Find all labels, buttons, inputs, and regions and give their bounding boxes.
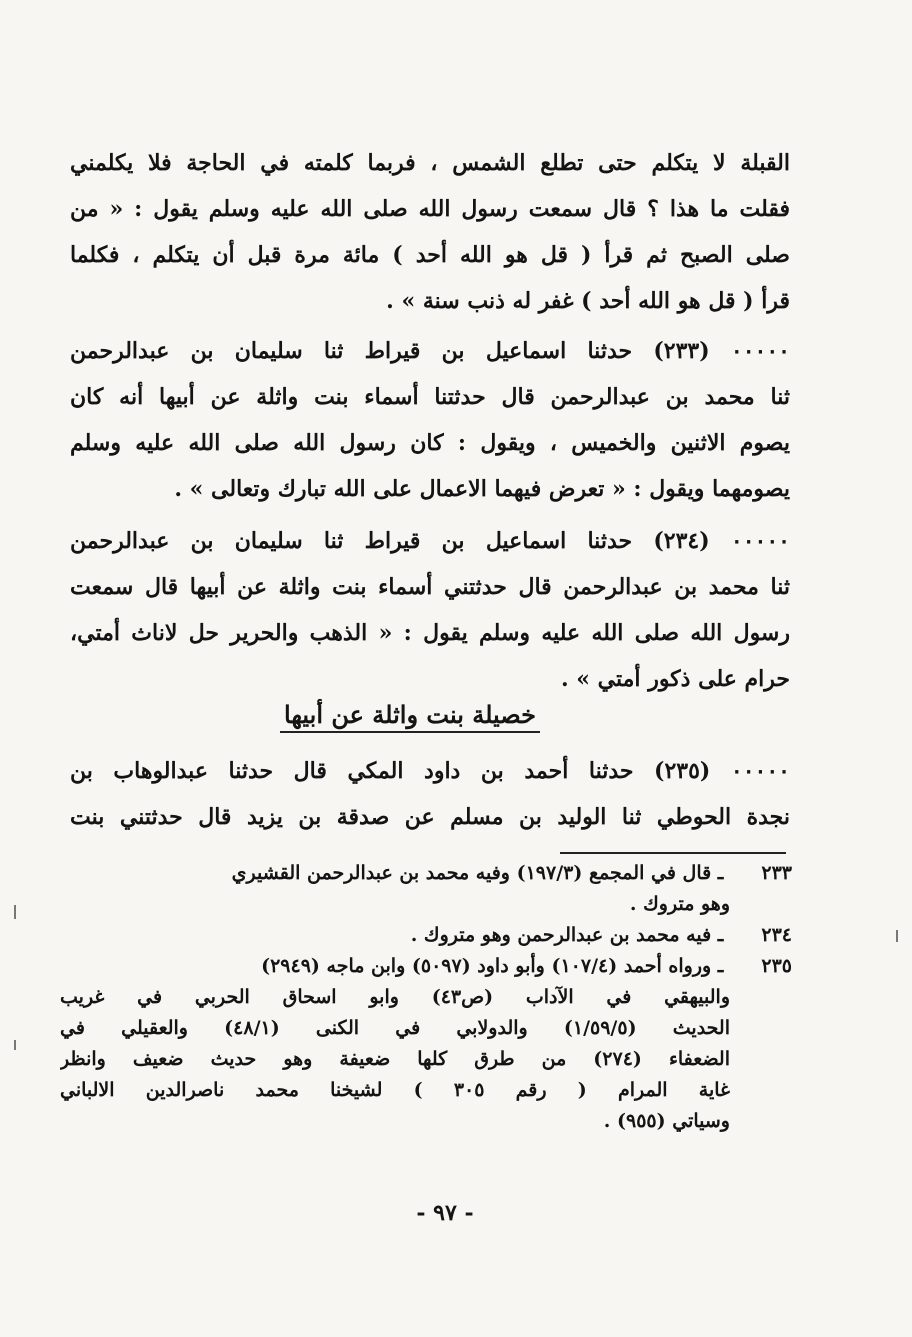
footnote-text: قال في المجمع (١٩٧/٣) وفيه محمد بن عبدالرحمن القشيري: [231, 862, 712, 884]
text-line: ٠٠٠٠٠ (٢٣٤) حدثنا اسماعيل بن قيراط ثنا سليمان بن عبدالرحمن: [70, 528, 790, 554]
text-line: نجدة الحوطي ثنا الوليد بن مسلم عن صدقة بن يزيد قال حدثتني بنت: [70, 804, 790, 830]
section-heading: [200, 700, 620, 729]
page-number: - ٩٧ -: [416, 1200, 474, 1226]
footnote-text: وسياتي (٩٥٥) .: [603, 1110, 730, 1132]
footnote-235: ٢٣٥ ـ ورواه أحمد (١٠٧/٤) وأبو داود (٥٠٩٧) وابن ماجه (٢٩٤٩): [60, 951, 792, 982]
footnote-number: ٢٣٥: [761, 955, 792, 977]
footnotes: [60, 858, 792, 1137]
scan-mark: [896, 930, 898, 942]
footnote-text: غاية المرام ( رقم ٣٠٥ ) لشيخنا محمد ناصرالدين الالباني: [60, 1079, 730, 1101]
footnote-text: الحديث (١/٥٩/٥) والدولابي في الكنى (٤٨/١) والعقيلي في: [60, 1017, 731, 1039]
text-line: صلى الصبح ثم قرأ ( قل هو الله أحد ) مائة مرة قبل أن يتكلم ، فكلما: [70, 242, 790, 268]
footnote-text: ورواه أحمد (١٠٧/٤) وأبو داود (٥٠٩٧) وابن ماجه (٢٩٤٩): [261, 955, 712, 977]
footnote-divider: [560, 852, 786, 854]
footnote-text: فيه محمد بن عبدالرحمن وهو متروك .: [410, 924, 712, 946]
footnote-233: ٢٣٣ ـ قال في المجمع (١٩٧/٣) وفيه محمد بن عبدالرحمن القشيري: [60, 858, 792, 889]
text-line: رسول الله صلى الله عليه وسلم يقول : « الذهب والحرير حل لاناث أمتي،: [70, 620, 790, 646]
footnote-234: ٢٣٤ ـ فيه محمد بن عبدالرحمن وهو متروك .: [60, 920, 792, 951]
text-line: قرأ ( قل هو الله أحد ) غفر له ذنب سنة » .: [386, 288, 790, 314]
footnote-text: الضعفاء (٢٧٤) من طرق كلها ضعيفة وهو حديث ضعيف وانظر: [60, 1048, 730, 1070]
scan-mark: [14, 1040, 16, 1050]
footnote-number: ٢٣٤: [761, 924, 792, 946]
footnote-text: والبيهقي في الآداب (ص٤٣) وابو اسحاق الحربي في غريب: [60, 986, 730, 1008]
scan-mark: [14, 905, 16, 919]
section-heading-text: خصيلة بنت واثلة عن أبيها: [280, 700, 540, 733]
text-line: يصوم الاثنين والخميس ، ويقول : كان رسول الله صلى الله عليه وسلم: [70, 430, 790, 456]
text-line: ثنا محمد بن عبدالرحمن قال حدثتنا أسماء بنت واثلة عن أبيها أنه كان: [70, 384, 790, 410]
text-line: ٠٠٠٠٠ (٢٣٣) حدثنا اسماعيل بن قيراط ثنا سليمان بن عبدالرحمن: [70, 338, 790, 364]
paragraph-continuation: [70, 140, 790, 324]
hadith-233: [70, 328, 790, 512]
hadith-234: [70, 518, 790, 702]
text-line: يصومهما ويقول : « تعرض فيهما الاعمال على الله تبارك وتعالى » .: [174, 476, 790, 502]
text-line: حرام على ذكور أمتي » .: [560, 666, 790, 692]
text-line: ٠٠٠٠٠ (٢٣٥) حدثنا أحمد بن داود المكي قال حدثنا عبدالوهاب بن: [70, 758, 790, 784]
text-line: ثنا محمد بن عبدالرحمن قال حدثتني أسماء بنت واثلة عن أبيها قال سمعت: [70, 574, 790, 600]
hadith-235: [70, 748, 790, 840]
footnote-number: ٢٣٣: [761, 862, 792, 884]
text-line: فقلت ما هذا ؟ قال سمعت رسول الله صلى الله عليه وسلم يقول : « من: [70, 196, 790, 222]
footnote-text: وهو متروك .: [629, 893, 730, 915]
text-line: القبلة لا يتكلم حتى تطلع الشمس ، فربما كلمته في الحاجة فلا يكلمني: [70, 150, 790, 176]
